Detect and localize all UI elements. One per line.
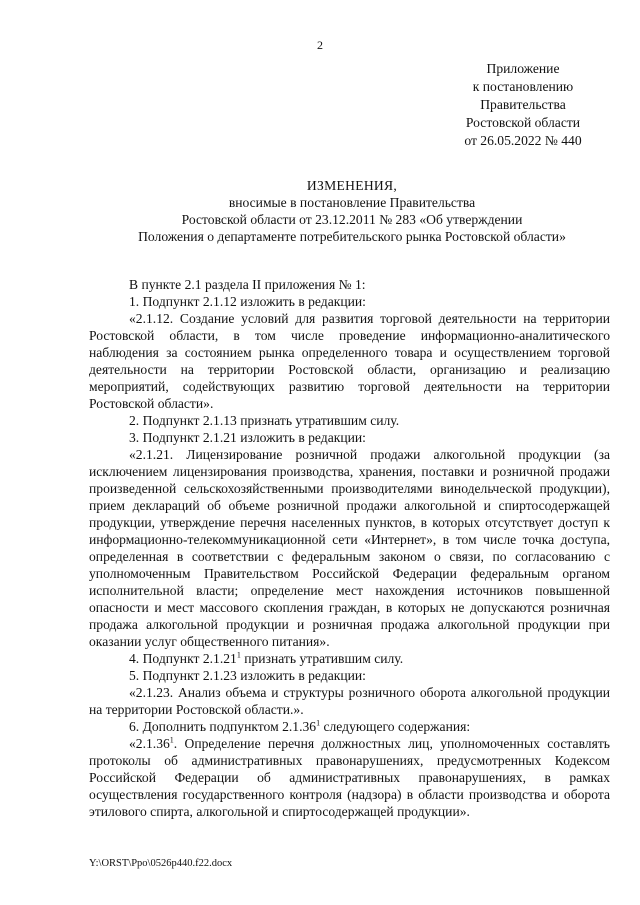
title-heading: ИЗМЕНЕНИЯ, (306, 178, 398, 193)
paragraph-quote: «2.1.21. Лицензирование розничной продажи алкогольной продукции (за исключением лицензирования производства, хранения, поставки и розничной продажи произведенной сельскохозяйственными производителями винодельческой продукции), прием деклараций об объеме розничной продажи алкогольной и спиртосодержащей продукции, утверждение перечня населенных пунктов, в которых отсутствует доступ к информационно-телекоммуникационной сети «Интернет», в том числе точка доступа, определенная в соответствии с федеральным законом о связи, по согласованию с уполномоченным Правительством Российской Федерации федеральным органом исполнительной власти; определение мест нахождения источников повышенной опасности и мест массового скопления граждан, в которых не допускаются розничная продажа алкогольной продукции и розничная продажа алкогольной продукции при оказании услуг общественного питания». (89, 447, 610, 649)
superscript: 1 (316, 718, 321, 728)
title-line: Положения о департаменте потребительского рынка Ростовской области» (138, 229, 566, 244)
document-title (60, 177, 640, 245)
paragraph: В пункте 2.1 раздела II приложения № 1: (129, 277, 366, 292)
paragraph (89, 718, 610, 735)
superscript: 1 (169, 735, 174, 745)
paragraph: 1. Подпункт 2.1.12 изложить в редакции: (129, 294, 366, 309)
appendix-line: Приложение (486, 61, 560, 76)
title-line: вносимые в постановление Правительства (228, 195, 476, 210)
appendix-line: от 26.05.2022 № 440 (464, 133, 582, 148)
paragraph-quote (89, 735, 610, 820)
title-line: Ростовской области от 23.12.2011 № 283 «Об утверждении (181, 212, 523, 227)
paragraph-text: «2.1.36 (129, 736, 170, 751)
superscript: 1 (236, 650, 241, 660)
appendix-line: Правительства (480, 97, 566, 112)
paragraph: 2. Подпункт 2.1.13 признать утратившим силу. (129, 413, 400, 428)
appendix-line: Ростовской области (465, 115, 581, 130)
page-number: 2 (317, 38, 323, 52)
paragraph-text: 4. Подпункт 2.1.21 (129, 651, 237, 666)
document-body (89, 276, 610, 820)
paragraph-quote: «2.1.12. Создание условий для развития торговой деятельности на территории Ростовской области, в том числе проведение информационно-аналитического наблюдения за состоянием рынка определенного товара и осуществлением торговой деятельности на территории Ростовской области, организацию и реализацию мероприятий, содействующих развитию торговой деятельности на территории Ростовской области». (89, 311, 610, 411)
file-path-footer: Y:\ORST\Ppo\0526p440.f22.docx (89, 858, 233, 869)
appendix-line: к постановлению (472, 79, 574, 94)
paragraph-text: . Определение перечня должностных лиц, уполномоченных составлять протоколы об административных правонарушениях, предусмотренных Кодексом Российской Федерации об административных правонарушениях, в рамках осуществления государственного контроля (надзора) в области производства и оборота этилового спирта, алкогольной и спиртосодержащей продукции». (89, 736, 610, 819)
paragraph-quote: «2.1.23. Анализ объема и структуры розничного оборота алкогольной продукции на территории Ростовской области.». (89, 685, 610, 717)
paragraph-text: следующего содержания: (320, 719, 471, 734)
paragraph (89, 650, 610, 667)
paragraph: 5. Подпункт 2.1.23 изложить в редакции: (129, 668, 366, 683)
paragraph-text: признать утратившим силу. (240, 651, 404, 666)
appendix-block (440, 60, 606, 150)
paragraph-text: 6. Дополнить подпунктом 2.1.36 (129, 719, 317, 734)
paragraph: 3. Подпункт 2.1.21 изложить в редакции: (129, 430, 366, 445)
